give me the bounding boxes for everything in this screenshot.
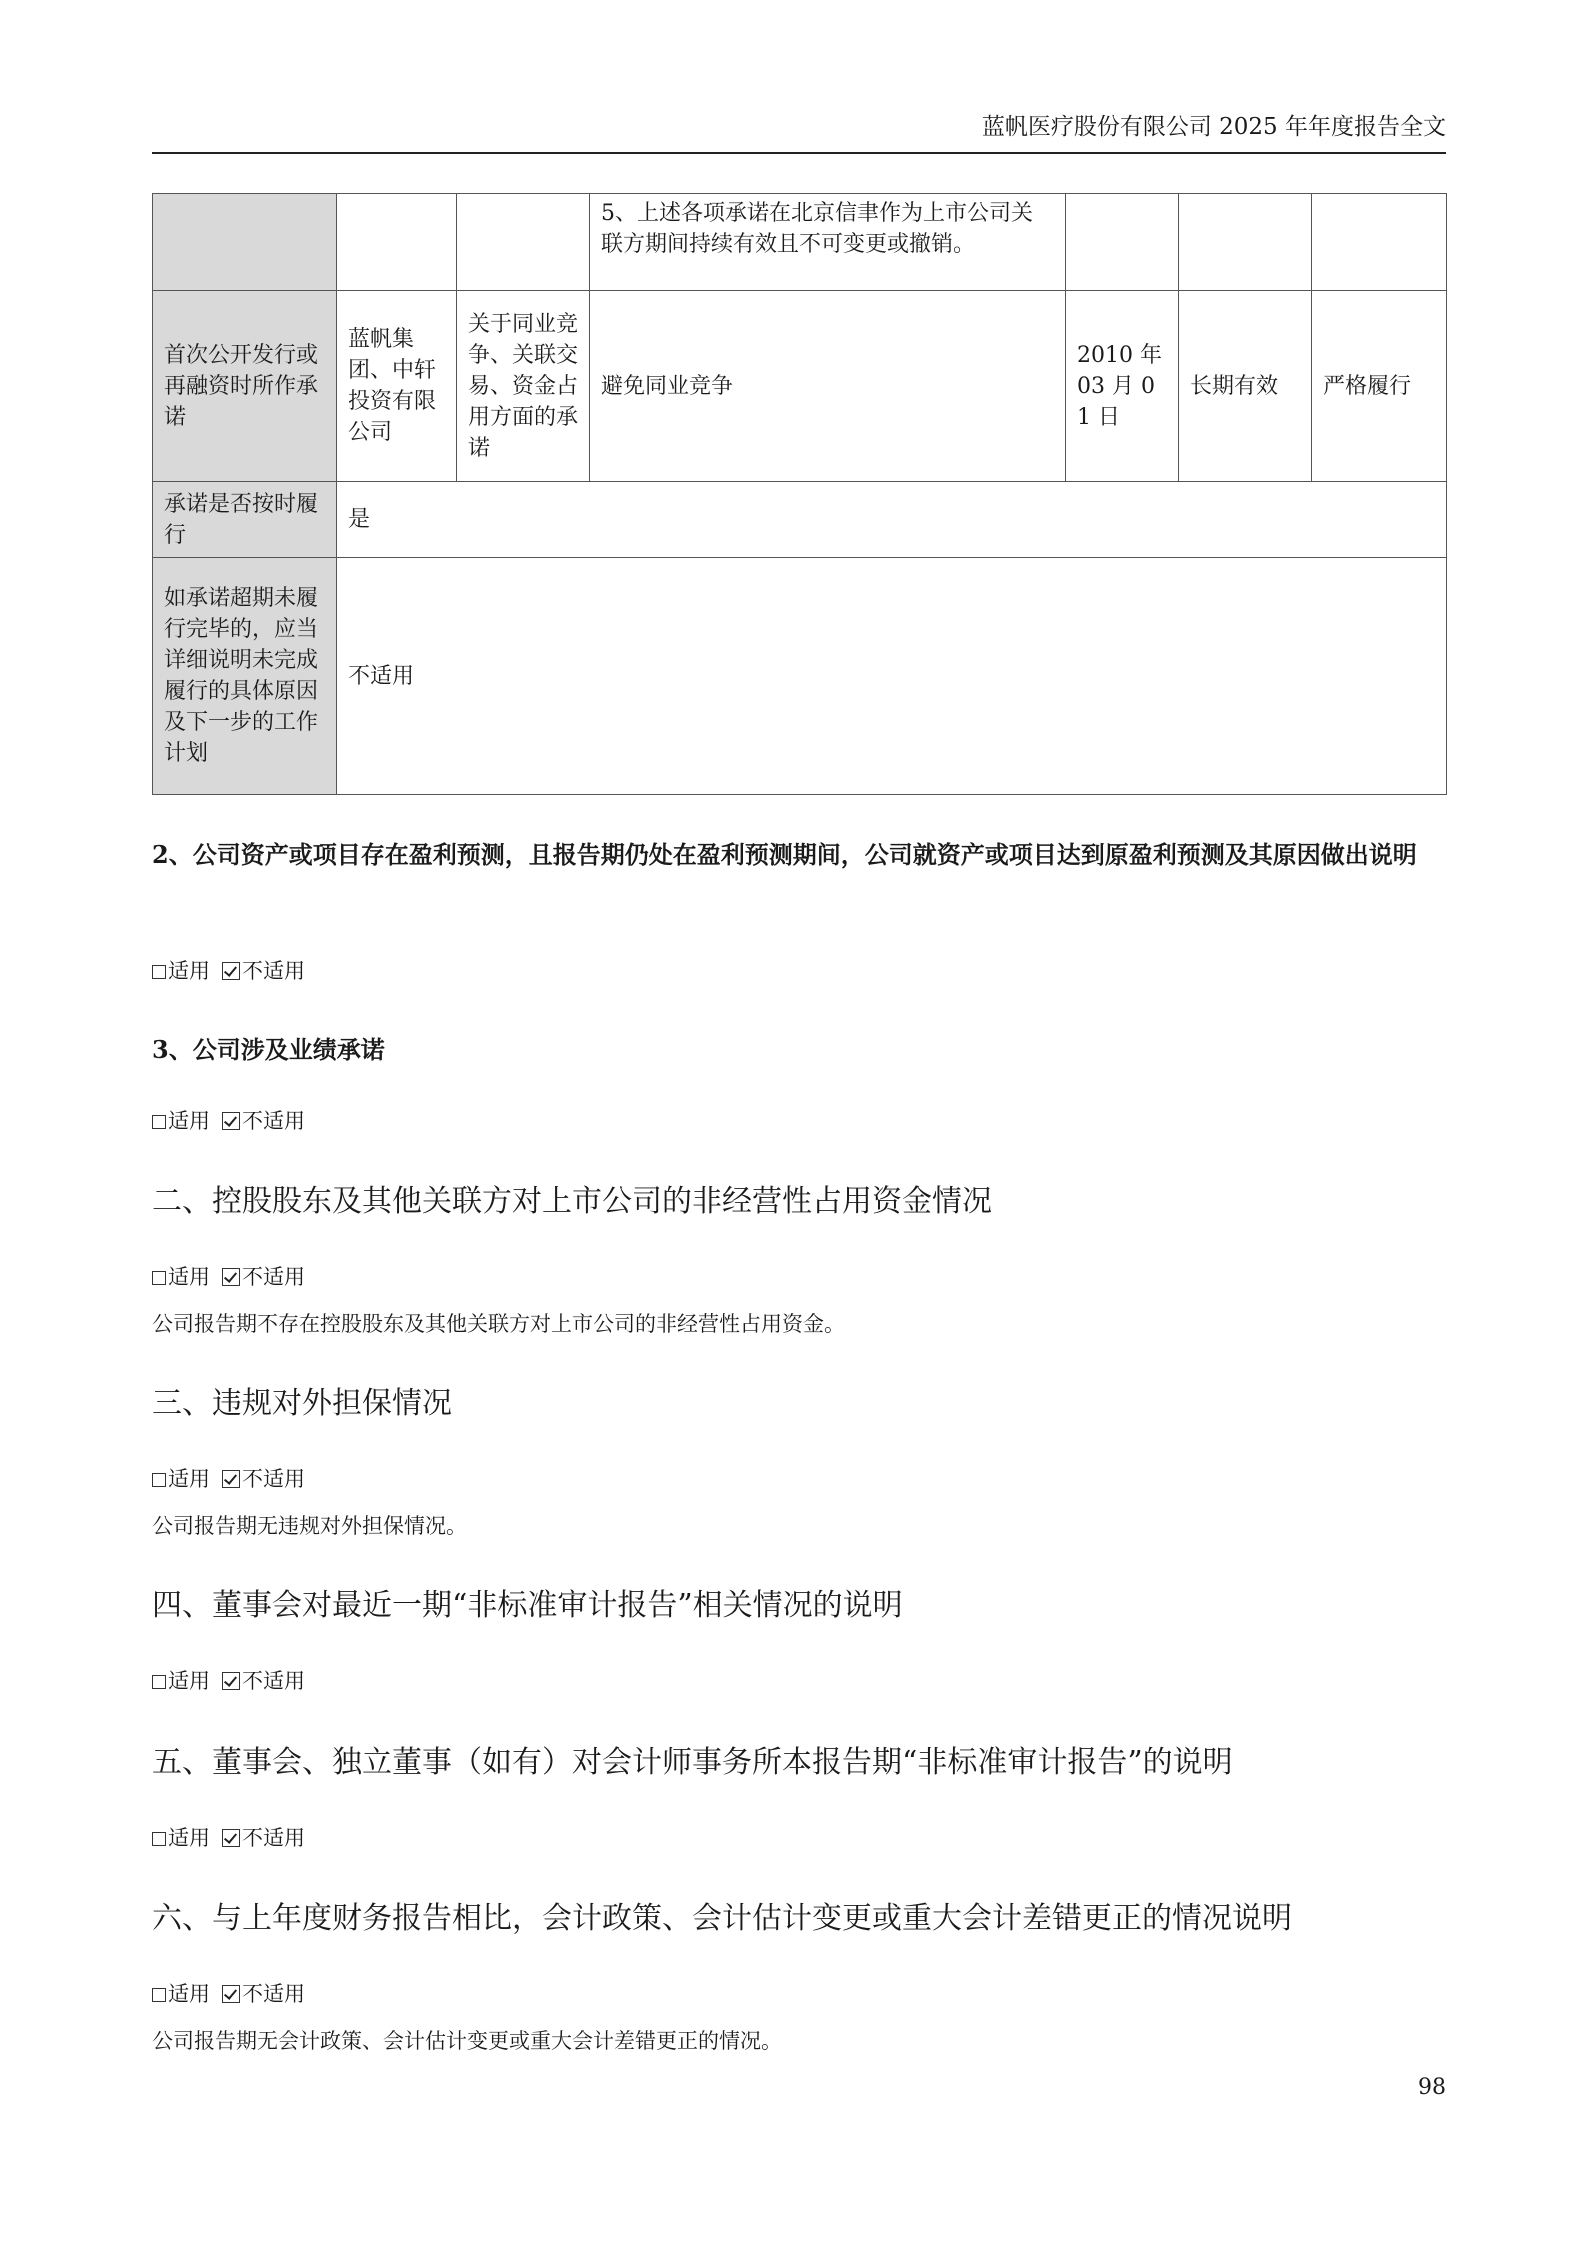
commitment-term-cell: 长期有效 bbox=[1179, 291, 1312, 482]
table-cell bbox=[1066, 194, 1179, 291]
option-label: 适用 bbox=[168, 1109, 210, 1133]
unchecked-box-icon bbox=[152, 1271, 166, 1285]
option-label: 不适用 bbox=[242, 1669, 305, 1693]
table-cell bbox=[153, 194, 337, 291]
heading-5: 五、董事会、独立董事（如有）对会计师事务所本报告期“非标准审计报告”的说明 bbox=[152, 1745, 1233, 1780]
option-label: 适用 bbox=[168, 959, 210, 983]
table-cell bbox=[457, 194, 590, 291]
heading-3: 三、违规对外担保情况 bbox=[152, 1386, 452, 1421]
section-2-title: 2、公司资产或项目存在盈利预测，且报告期仍处在盈利预测期间，公司就资产或项目达到原盈利预测及其原因做出说明 bbox=[152, 840, 1417, 869]
overdue-value-cell: 不适用 bbox=[337, 558, 1447, 795]
applicability-options bbox=[152, 956, 1446, 986]
page-number: 98 bbox=[1418, 2075, 1446, 2100]
option-label: 不适用 bbox=[242, 1265, 305, 1289]
overdue-label-cell: 如承诺超期未履行完毕的，应当详细说明未完成履行的具体原因及下一步的工作计划 bbox=[153, 558, 337, 795]
checked-box-icon bbox=[222, 1470, 240, 1488]
table-cell bbox=[337, 194, 457, 291]
option-label: 不适用 bbox=[242, 959, 305, 983]
table-cell bbox=[1312, 194, 1447, 291]
heading-6-text: 公司报告期无会计政策、会计估计变更或重大会计差错更正的情况。 bbox=[152, 2029, 782, 2053]
commitment-table bbox=[152, 193, 1447, 795]
applicability-options bbox=[152, 1979, 1446, 2009]
checked-box-icon bbox=[222, 1112, 240, 1130]
option-label: 不适用 bbox=[242, 1109, 305, 1133]
option-label: 不适用 bbox=[242, 1826, 305, 1850]
section-3-title: 3、公司涉及业绩承诺 bbox=[152, 1035, 385, 1064]
option-label: 适用 bbox=[168, 1826, 210, 1850]
table-row bbox=[153, 194, 1447, 291]
commitment-date-cell: 2010 年 03 月 01 日 bbox=[1066, 291, 1179, 482]
option-label: 适用 bbox=[168, 1467, 210, 1491]
option-label: 不适用 bbox=[242, 1467, 305, 1491]
on-time-label-cell: 承诺是否按时履行 bbox=[153, 482, 337, 558]
table-cell bbox=[1179, 194, 1312, 291]
option-label: 适用 bbox=[168, 1982, 210, 2006]
heading-2-text: 公司报告期不存在控股股东及其他关联方对上市公司的非经营性占用资金。 bbox=[152, 1312, 845, 1336]
option-label: 适用 bbox=[168, 1265, 210, 1289]
unchecked-box-icon bbox=[152, 1832, 166, 1846]
applicability-options bbox=[152, 1464, 1446, 1494]
header-rule bbox=[152, 152, 1446, 154]
checked-box-icon bbox=[222, 1985, 240, 2003]
unchecked-box-icon bbox=[152, 1675, 166, 1689]
table-row bbox=[153, 558, 1447, 795]
applicability-options bbox=[152, 1666, 1446, 1696]
heading-4: 四、董事会对最近一期“非标准审计报告”相关情况的说明 bbox=[152, 1588, 903, 1623]
applicability-options bbox=[152, 1106, 1446, 1136]
option-label: 适用 bbox=[168, 1669, 210, 1693]
commitment-category-cell: 首次公开发行或再融资时所作承诺 bbox=[153, 291, 337, 482]
unchecked-box-icon bbox=[152, 1115, 166, 1129]
heading-6: 六、与上年度财务报告相比，会计政策、会计估计变更或重大会计差错更正的情况说明 bbox=[152, 1901, 1292, 1936]
heading-2: 二、控股股东及其他关联方对上市公司的非经营性占用资金情况 bbox=[152, 1184, 992, 1219]
commitment-type-cell: 关于同业竞争、关联交易、资金占用方面的承诺 bbox=[457, 291, 590, 482]
checked-box-icon bbox=[222, 1268, 240, 1286]
table-row bbox=[153, 482, 1447, 558]
applicability-options bbox=[152, 1262, 1446, 1292]
unchecked-box-icon bbox=[152, 1473, 166, 1487]
checked-box-icon bbox=[222, 1829, 240, 1847]
unchecked-box-icon bbox=[152, 1988, 166, 2002]
unchecked-box-icon bbox=[152, 965, 166, 979]
page-header: 蓝帆医疗股份有限公司 2025 年年度报告全文 bbox=[981, 114, 1446, 140]
commitment-status-cell: 严格履行 bbox=[1312, 291, 1447, 482]
table-row bbox=[153, 291, 1447, 482]
heading-3-text: 公司报告期无违规对外担保情况。 bbox=[152, 1514, 467, 1538]
commitment-content-cell: 避免同业竞争 bbox=[590, 291, 1066, 482]
checked-box-icon bbox=[222, 962, 240, 980]
on-time-value-cell: 是 bbox=[337, 482, 1447, 558]
option-label: 不适用 bbox=[242, 1982, 305, 2006]
commitment-party-cell: 蓝帆集团、中轩投资有限公司 bbox=[337, 291, 457, 482]
checked-box-icon bbox=[222, 1672, 240, 1690]
applicability-options bbox=[152, 1823, 1446, 1853]
commitment-content-cell: 5、上述各项承诺在北京信聿作为上市公司关联方期间持续有效且不可变更或撤销。 bbox=[590, 194, 1066, 291]
